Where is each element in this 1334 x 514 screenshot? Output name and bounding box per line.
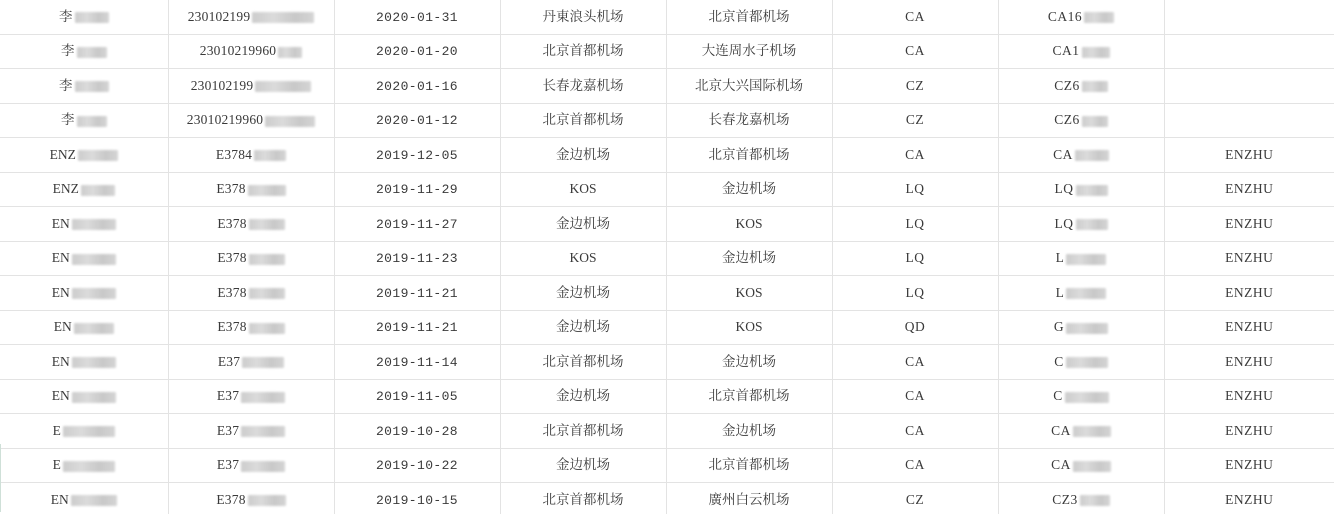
cell-flight: [998, 69, 1164, 104]
cell-carrier: [832, 172, 998, 207]
cell-to: [666, 207, 832, 242]
cell-name-value: E: [52, 422, 61, 438]
cell-carrier-value: CZ: [905, 77, 925, 93]
cell-id: [168, 483, 334, 514]
cell-date-value: 2020-01-16: [375, 78, 458, 94]
table-row[interactable]: [0, 207, 1334, 242]
cell-carrier-value: LQ: [905, 181, 925, 197]
cell-name-value: 李: [61, 112, 75, 128]
cell-from-value: 北京首都机场: [542, 353, 624, 369]
redaction-block: [77, 47, 107, 58]
cell-date: [334, 276, 500, 311]
table-row[interactable]: [0, 448, 1334, 483]
cell-carrier-value: CZ: [905, 112, 925, 128]
table-row[interactable]: [0, 241, 1334, 276]
cell-flight-value: LQ: [1054, 181, 1074, 197]
cell-date-value: 2019-10-15: [375, 492, 458, 508]
cell-name-value: EN: [51, 388, 70, 404]
cell-from-value: 北京首都机场: [542, 112, 624, 128]
cell-to-value: 金边机场: [722, 181, 776, 197]
cell-date-value: 2019-11-27: [375, 216, 458, 232]
cell-to: [666, 310, 832, 345]
cell-date: [334, 345, 500, 380]
cell-id: [168, 241, 334, 276]
cell-id: [168, 34, 334, 69]
table-row[interactable]: [0, 310, 1334, 345]
cell-to: [666, 241, 832, 276]
cell-from-value: 丹東浪头机场: [542, 8, 624, 24]
table-row[interactable]: [0, 172, 1334, 207]
cell-carrier-value: CA: [905, 388, 925, 404]
cell-id-value: E378: [217, 284, 247, 300]
cell-from-value: KOS: [569, 181, 597, 197]
redaction-block: [1073, 426, 1111, 437]
cell-name-value: E: [52, 457, 61, 473]
cell-from-value: 北京首都机场: [542, 422, 624, 438]
cell-from: [500, 414, 666, 449]
cell-to-value: 北京首都机场: [708, 457, 790, 473]
redaction-block: [75, 81, 109, 92]
cell-carrier-value: CA: [905, 457, 925, 473]
cell-to-value: 长春龙嘉机场: [708, 112, 790, 128]
cell-from-value: 北京首都机场: [542, 491, 624, 507]
cell-id-value: E378: [217, 250, 247, 266]
cell-to-value: 北京首都机场: [708, 388, 790, 404]
redaction-block: [254, 150, 286, 161]
cell-id-value: E37: [216, 388, 240, 404]
cell-name: [0, 345, 168, 380]
redaction-block: [1076, 185, 1108, 196]
cell-name: [0, 207, 168, 242]
cell-id: [168, 448, 334, 483]
cell-id-value: E37: [216, 457, 240, 473]
cell-flight-value: CZ6: [1054, 112, 1080, 128]
cell-id: [168, 379, 334, 414]
redaction-block: [1065, 392, 1109, 403]
cell-name: [0, 483, 168, 514]
cell-to: [666, 483, 832, 514]
cell-to: [666, 448, 832, 483]
cell-name-value: 李: [61, 43, 75, 59]
cell-from: [500, 103, 666, 138]
table-row[interactable]: [0, 379, 1334, 414]
cell-id-value: 230102199: [190, 77, 254, 93]
table-row[interactable]: [0, 69, 1334, 104]
cell-id: [168, 0, 334, 34]
cell-date: [334, 138, 500, 173]
redaction-block: [248, 495, 286, 506]
cell-flight: [998, 34, 1164, 69]
cell-name: [0, 414, 168, 449]
cell-id-value: E378: [217, 319, 247, 335]
cell-carrier: [832, 414, 998, 449]
cell-from: [500, 448, 666, 483]
cell-carrier: [832, 310, 998, 345]
redaction-block: [252, 12, 314, 23]
redaction-block: [72, 219, 116, 230]
redaction-block: [1080, 495, 1110, 506]
cell-from-value: 金边机场: [556, 284, 610, 300]
cell-id-value: E378: [216, 181, 246, 197]
cell-flight-value: G: [1053, 319, 1065, 335]
redaction-block: [72, 288, 116, 299]
redaction-block: [255, 81, 311, 92]
cell-op-value: ENZHU: [1225, 388, 1274, 404]
cell-flight-value: CA1: [1052, 43, 1080, 59]
cell-id: [168, 310, 334, 345]
cell-id-value: 23010219960: [199, 43, 277, 59]
cell-to: [666, 138, 832, 173]
cell-name: [0, 276, 168, 311]
cell-carrier: [832, 276, 998, 311]
cell-id: [168, 276, 334, 311]
redaction-block: [1076, 219, 1108, 230]
cell-op-value: ENZHU: [1225, 146, 1274, 162]
redaction-block: [63, 426, 115, 437]
cell-id: [168, 207, 334, 242]
cell-name-value: EN: [53, 319, 72, 335]
cell-carrier: [832, 448, 998, 483]
cell-date: [334, 241, 500, 276]
redaction-block: [77, 116, 107, 127]
cell-date-value: 2019-11-14: [375, 354, 458, 370]
cell-to: [666, 379, 832, 414]
cell-from: [500, 276, 666, 311]
redaction-block: [241, 392, 285, 403]
cell-name: [0, 0, 168, 34]
cell-flight: [998, 207, 1164, 242]
cell-flight: [998, 414, 1164, 449]
cell-flight: [998, 276, 1164, 311]
cell-op: [1164, 34, 1334, 69]
cell-carrier: [832, 241, 998, 276]
cell-date: [334, 0, 500, 34]
table-row[interactable]: [0, 0, 1334, 34]
cell-carrier: [832, 483, 998, 514]
cell-carrier-value: LQ: [905, 215, 925, 231]
cell-op: [1164, 69, 1334, 104]
cell-flight: [998, 172, 1164, 207]
cell-date: [334, 483, 500, 514]
redaction-block: [81, 185, 115, 196]
cell-to-value: 北京首都机场: [708, 8, 790, 24]
redaction-block: [249, 254, 285, 265]
cell-name-value: EN: [50, 491, 69, 507]
cell-flight: [998, 483, 1164, 514]
cell-op: [1164, 138, 1334, 173]
cell-id-value: E378: [216, 491, 246, 507]
cell-flight: [998, 379, 1164, 414]
cell-name: [0, 379, 168, 414]
cell-from: [500, 69, 666, 104]
cell-flight: [998, 241, 1164, 276]
cell-name: [0, 69, 168, 104]
cell-flight: [998, 310, 1164, 345]
cell-flight-value: CA: [1051, 457, 1071, 473]
redaction-block: [241, 426, 285, 437]
redaction-block: [71, 495, 117, 506]
redaction-block: [1066, 323, 1108, 334]
cell-carrier: [832, 34, 998, 69]
cell-to-value: 北京大兴国际机场: [695, 77, 803, 93]
cell-to: [666, 103, 832, 138]
redaction-block: [1066, 288, 1106, 299]
cell-carrier-value: LQ: [905, 284, 925, 300]
redaction-block: [249, 288, 285, 299]
redaction-block: [74, 323, 114, 334]
cell-date-value: 2019-11-05: [375, 389, 458, 405]
cell-to-value: 北京首都机场: [708, 146, 790, 162]
cell-id: [168, 103, 334, 138]
redaction-block: [265, 116, 315, 127]
cell-op: [1164, 241, 1334, 276]
cell-flight-value: CA: [1051, 422, 1071, 438]
table-row[interactable]: [0, 483, 1334, 514]
redaction-block: [1082, 81, 1108, 92]
cell-carrier: [832, 345, 998, 380]
redaction-block: [1066, 357, 1108, 368]
cell-op-value: ENZHU: [1225, 215, 1274, 231]
cell-carrier: [832, 138, 998, 173]
cell-name: [0, 138, 168, 173]
cell-date-value: 2019-10-22: [375, 458, 458, 474]
cell-from: [500, 34, 666, 69]
cell-flight-value: C: [1053, 388, 1063, 404]
cell-from-value: 金边机场: [556, 457, 610, 473]
cell-date-value: 2019-10-28: [375, 423, 458, 439]
cell-carrier-value: CA: [905, 353, 925, 369]
cell-date: [334, 34, 500, 69]
cell-op: [1164, 379, 1334, 414]
cell-flight-value: L: [1055, 284, 1065, 300]
cell-to-value: 金边机场: [722, 353, 776, 369]
cell-op: [1164, 345, 1334, 380]
cell-to: [666, 0, 832, 34]
cell-to: [666, 69, 832, 104]
cell-carrier: [832, 69, 998, 104]
cell-carrier-value: CA: [905, 8, 925, 24]
cell-name-value: EN: [51, 353, 70, 369]
cell-date: [334, 103, 500, 138]
cell-date: [334, 310, 500, 345]
cell-from: [500, 172, 666, 207]
cell-flight-value: CA: [1053, 146, 1073, 162]
cell-date: [334, 207, 500, 242]
cell-name: [0, 310, 168, 345]
cell-date-value: 2020-01-20: [375, 44, 458, 60]
cell-to: [666, 172, 832, 207]
cell-date-value: 2020-01-12: [375, 113, 458, 129]
cell-carrier-value: CZ: [905, 491, 925, 507]
cell-name-value: EN: [51, 215, 70, 231]
cell-name-value: EN: [51, 250, 70, 266]
cell-op: [1164, 310, 1334, 345]
cell-date-value: 2019-11-23: [375, 251, 458, 267]
cell-from-value: 金边机场: [556, 146, 610, 162]
cell-from-value: 北京首都机场: [542, 43, 624, 59]
cell-op: [1164, 276, 1334, 311]
cell-id-value: E378: [217, 215, 247, 231]
cell-from-value: 金边机场: [556, 319, 610, 335]
cell-to-value: 大连周水子机场: [701, 43, 797, 59]
cell-flight: [998, 103, 1164, 138]
cell-date-value: 2019-11-21: [375, 285, 458, 301]
redaction-block: [72, 357, 116, 368]
cell-id: [168, 138, 334, 173]
cell-date-value: 2019-11-21: [375, 320, 458, 336]
cell-name: [0, 172, 168, 207]
redaction-block: [75, 12, 109, 23]
redaction-block: [278, 47, 302, 58]
redaction-block: [1075, 150, 1109, 161]
cell-op: [1164, 414, 1334, 449]
redaction-block: [248, 185, 286, 196]
cell-op-value: ENZHU: [1225, 422, 1274, 438]
redaction-block: [78, 150, 118, 161]
cell-flight: [998, 0, 1164, 34]
cell-from: [500, 138, 666, 173]
cell-op: [1164, 483, 1334, 514]
redaction-block: [1084, 12, 1114, 23]
cell-op-value: ENZHU: [1225, 284, 1274, 300]
cell-name-value: ENZ: [49, 146, 76, 162]
cell-from-value: 长春龙嘉机场: [542, 77, 624, 93]
cell-from-value: 金边机场: [556, 388, 610, 404]
redaction-block: [1082, 47, 1110, 58]
cell-date: [334, 414, 500, 449]
cell-flight-value: CZ6: [1054, 77, 1080, 93]
cell-from: [500, 207, 666, 242]
cell-date: [334, 172, 500, 207]
redaction-block: [249, 219, 285, 230]
cell-id-value: E37: [216, 422, 240, 438]
cell-name-value: 李: [59, 8, 73, 24]
cell-to-value: 廣州白云机场: [708, 491, 790, 507]
redaction-block: [72, 392, 116, 403]
cell-to-value: KOS: [735, 319, 763, 335]
redaction-block: [1082, 116, 1108, 127]
cell-op-value: ENZHU: [1225, 181, 1274, 197]
table-row[interactable]: [0, 414, 1334, 449]
cell-from: [500, 483, 666, 514]
table-row[interactable]: [0, 345, 1334, 380]
cell-from: [500, 241, 666, 276]
cell-flight-value: LQ: [1054, 215, 1074, 231]
cell-op: [1164, 103, 1334, 138]
cell-op-value: ENZHU: [1225, 491, 1274, 507]
redaction-block: [1066, 254, 1106, 265]
cell-flight: [998, 448, 1164, 483]
cell-carrier: [832, 379, 998, 414]
cell-op: [1164, 448, 1334, 483]
cell-carrier-value: QD: [904, 319, 926, 335]
cell-flight: [998, 345, 1164, 380]
redaction-block: [249, 323, 285, 334]
cell-carrier: [832, 207, 998, 242]
cell-op: [1164, 207, 1334, 242]
cell-carrier-value: CA: [905, 43, 925, 59]
cell-carrier-value: LQ: [905, 250, 925, 266]
cell-id: [168, 345, 334, 380]
cell-to-value: 金边机场: [722, 422, 776, 438]
cell-to-value: KOS: [735, 284, 763, 300]
cell-from: [500, 379, 666, 414]
cell-name-value: EN: [51, 284, 70, 300]
table-row[interactable]: [0, 34, 1334, 69]
cell-date-value: 2019-12-05: [375, 147, 458, 163]
cell-name: [0, 34, 168, 69]
cell-id: [168, 172, 334, 207]
cell-op-value: ENZHU: [1225, 250, 1274, 266]
cell-from-value: KOS: [569, 250, 597, 266]
cell-date: [334, 379, 500, 414]
left-edge-rule-lower: [0, 478, 1, 512]
cell-flight-value: CA16: [1047, 8, 1083, 24]
cell-from: [500, 0, 666, 34]
cell-name: [0, 103, 168, 138]
cell-id: [168, 69, 334, 104]
cell-to-value: KOS: [735, 215, 763, 231]
cell-name-value: 李: [59, 77, 73, 93]
cell-to: [666, 414, 832, 449]
redaction-block: [72, 254, 116, 265]
cell-from-value: 金边机场: [556, 215, 610, 231]
left-edge-rule-upper: [0, 444, 1, 478]
cell-to: [666, 276, 832, 311]
cell-carrier: [832, 103, 998, 138]
cell-from: [500, 310, 666, 345]
cell-op: [1164, 172, 1334, 207]
cell-date-value: 2019-11-29: [375, 182, 458, 198]
cell-carrier-value: CA: [905, 422, 925, 438]
cell-to: [666, 345, 832, 380]
cell-id-value: 23010219960: [186, 112, 264, 128]
cell-flight-value: C: [1054, 353, 1064, 369]
cell-id-value: 230102199: [187, 8, 251, 24]
redaction-block: [63, 461, 115, 472]
cell-date-value: 2020-01-31: [375, 9, 458, 25]
cell-op-value: ENZHU: [1225, 457, 1274, 473]
redaction-block: [1073, 461, 1111, 472]
table-row[interactable]: [0, 276, 1334, 311]
cell-name: [0, 448, 168, 483]
cell-id: [168, 414, 334, 449]
cell-name-value: ENZ: [52, 181, 79, 197]
cell-op-value: ENZHU: [1225, 353, 1274, 369]
cell-to: [666, 34, 832, 69]
cell-carrier-value: CA: [905, 146, 925, 162]
cell-id-value: E3784: [215, 146, 253, 162]
cell-op-value: ENZHU: [1225, 319, 1274, 335]
cell-name: [0, 241, 168, 276]
cell-from: [500, 345, 666, 380]
cell-flight-value: CZ3: [1052, 491, 1078, 507]
cell-flight-value: L: [1055, 250, 1065, 266]
redaction-block: [242, 357, 284, 368]
cell-to-value: 金边机场: [722, 250, 776, 266]
cell-flight: [998, 138, 1164, 173]
table-row[interactable]: [0, 103, 1334, 138]
cell-id-value: E37: [217, 353, 241, 369]
cell-date: [334, 69, 500, 104]
redaction-block: [241, 461, 285, 472]
cell-date: [334, 448, 500, 483]
cell-carrier: [832, 0, 998, 34]
table-row[interactable]: [0, 138, 1334, 173]
cell-op: [1164, 0, 1334, 34]
